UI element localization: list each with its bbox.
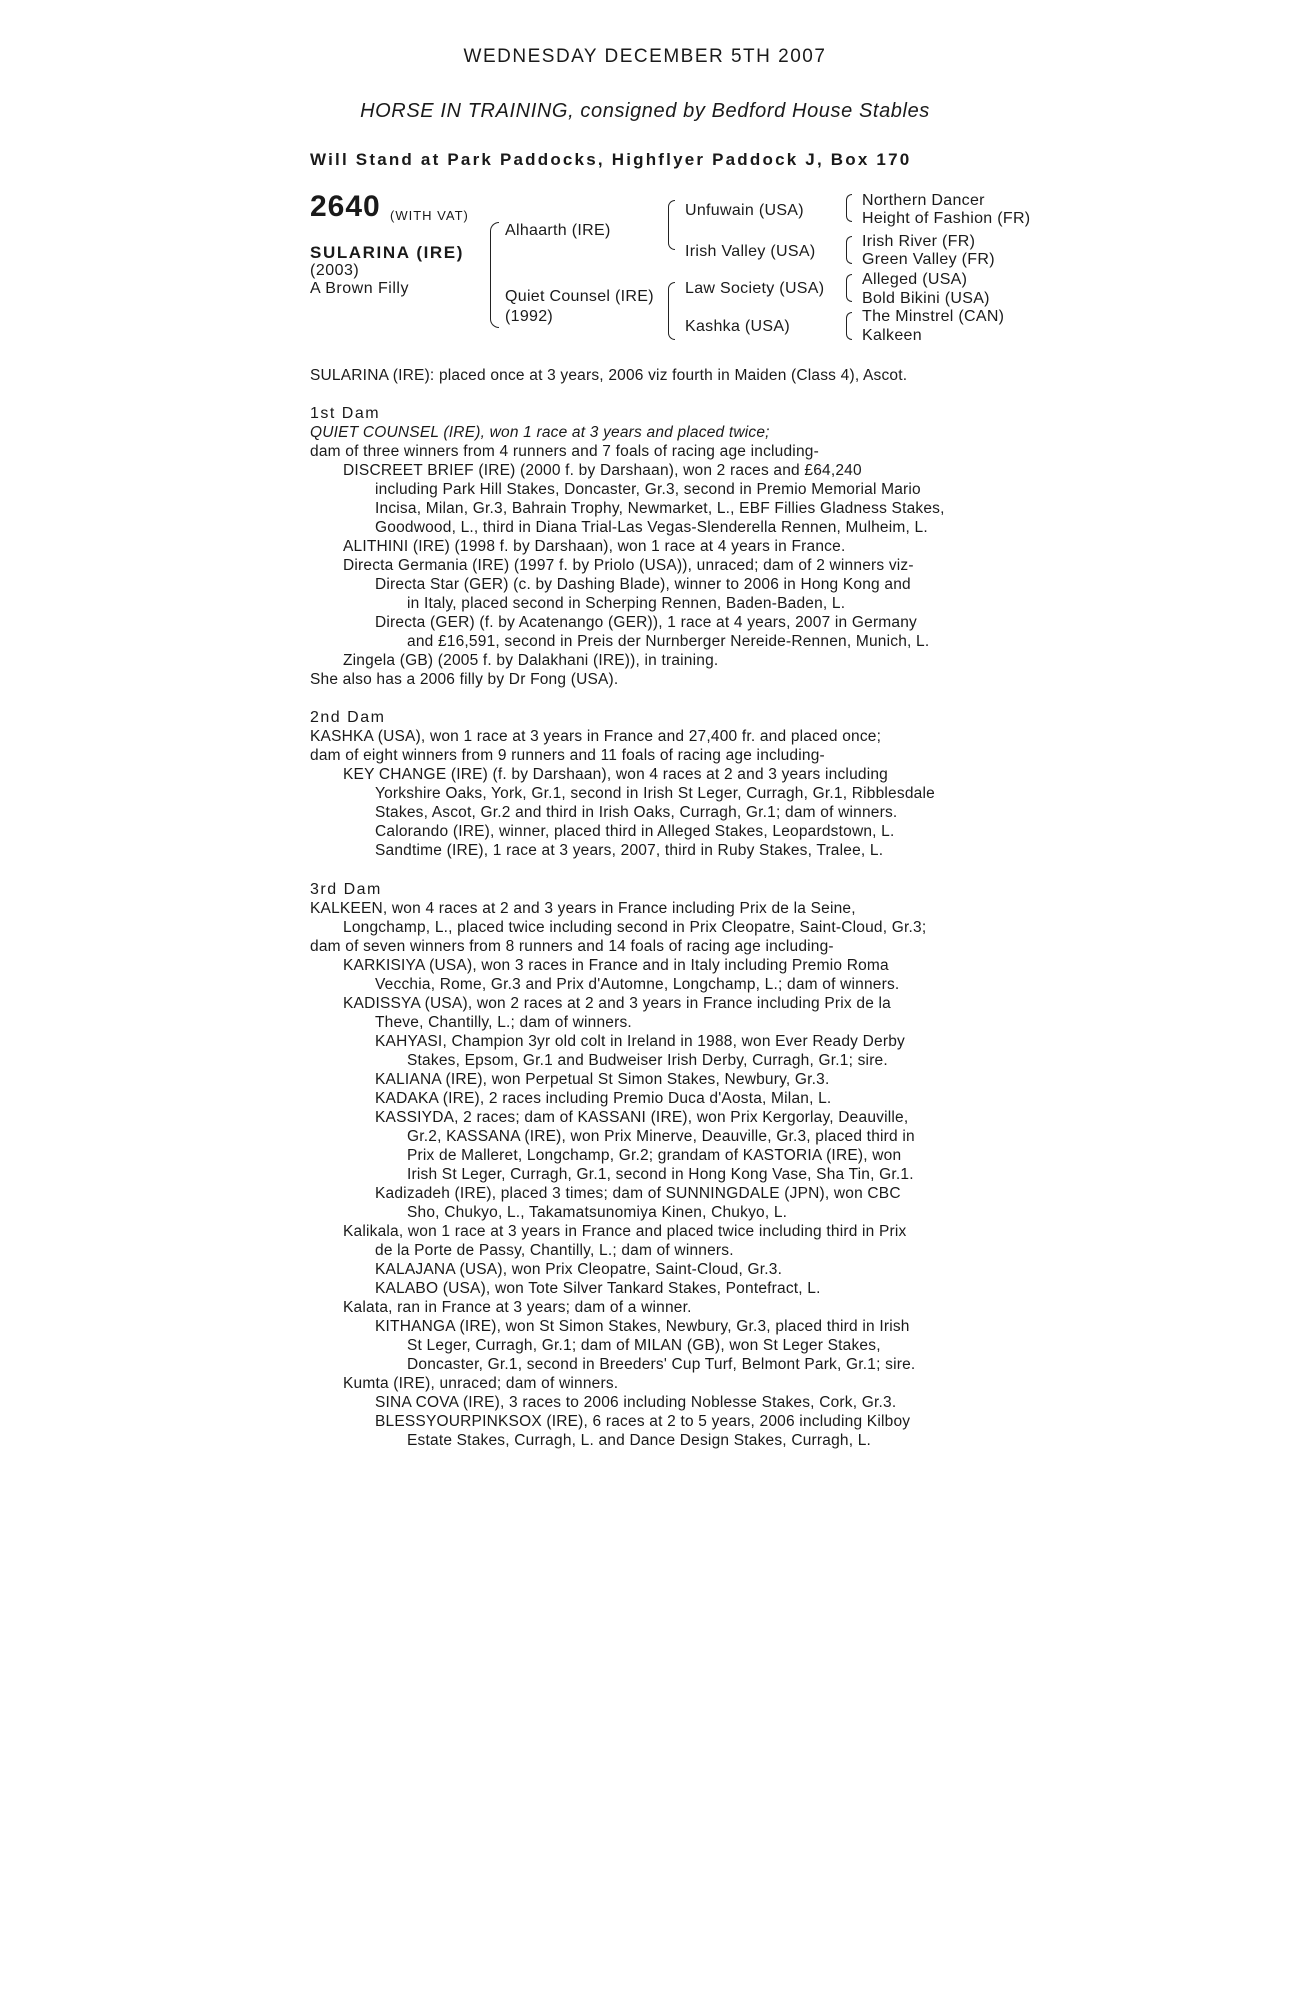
pedigree-sire-dam: Irish Valley (USA) <box>685 243 816 260</box>
produce-line: and £16,591, second in Preis der Nurnberger Nereide-Rennen, Munich, L. <box>407 633 930 650</box>
produce-line: Kadizadeh (IRE), placed 3 times; dam of SUNNINGDALE (JPN), won CBC <box>375 1185 901 1202</box>
section-heading: 2nd Dam <box>310 709 386 726</box>
vat-note: (WITH VAT) <box>390 208 469 223</box>
produce-line: Stakes, Epsom, Gr.1 and Budweiser Irish Derby, Curragh, Gr.1; sire. <box>407 1052 888 1069</box>
pedigree-gen3-8: Kalkeen <box>862 327 922 344</box>
pedigree-dam: Quiet Counsel (IRE) <box>505 288 654 305</box>
dam-line: Longchamp, L., placed twice including second in Prix Cleopatre, Saint-Cloud, Gr.3; <box>343 919 927 936</box>
dam-line: QUIET COUNSEL (IRE), won 1 race at 3 years and placed twice; <box>310 424 770 441</box>
produce-line: KARKISIYA (USA), won 3 races in France and in Italy including Premio Roma <box>343 957 889 974</box>
pedigree-brace <box>668 200 675 250</box>
produce-line: Vecchia, Rome, Gr.3 and Prix d'Automne, Longchamp, L.; dam of winners. <box>375 976 900 993</box>
produce-line: de la Porte de Passy, Chantilly, L.; dam of winners. <box>375 1242 734 1259</box>
section-heading: 3rd Dam <box>310 881 382 898</box>
produce-line: St Leger, Curragh, Gr.1; dam of MILAN (GB), won St Leger Stakes, <box>407 1337 881 1354</box>
produce-line: Estate Stakes, Curragh, L. and Dance Design Stakes, Curragh, L. <box>407 1432 872 1449</box>
pedigree-dam-sire: Law Society (USA) <box>685 280 825 297</box>
dam-line: dam of seven winners from 8 runners and 14 foals of racing age including- <box>310 938 834 955</box>
produce-line: including Park Hill Stakes, Doncaster, Gr.3, second in Premio Memorial Mario <box>375 481 921 498</box>
lot-number: 2640 <box>310 190 381 223</box>
produce-line: Directa (GER) (f. by Acatenango (GER)), 1 race at 4 years, 2007 in Germany <box>375 614 918 631</box>
produce-line: ALITHINI (IRE) (1998 f. by Darshaan), won 1 race at 4 years in France. <box>343 538 846 555</box>
pedigree-brace <box>490 222 499 328</box>
stand-location: Will Stand at Park Paddocks, Highflyer Paddock J, Box 170 <box>310 150 912 169</box>
pedigree-brace <box>846 236 852 264</box>
produce-line: KASSIYDA, 2 races; dam of KASSANI (IRE), won Prix Kergorlay, Deauville, <box>375 1109 909 1126</box>
produce-line: She also has a 2006 filly by Dr Fong (USA). <box>310 671 619 688</box>
pedigree-gen3-5: Alleged (USA) <box>862 271 968 288</box>
produce-line: Kumta (IRE), unraced; dam of winners. <box>343 1375 619 1392</box>
produce-line: Kalikala, won 1 race at 3 years in France and placed twice including third in Prix <box>343 1223 907 1240</box>
dam-line: KASHKA (USA), won 1 race at 3 years in France and 27,400 fr. and placed once; <box>310 728 882 745</box>
pedigree-dam-year: (1992) <box>505 308 554 325</box>
pedigree-sire: Alhaarth (IRE) <box>505 222 611 239</box>
pedigree-gen3-7: The Minstrel (CAN) <box>862 308 1005 325</box>
produce-line: Goodwood, L., third in Diana Trial-Las Vegas-Slenderella Rennen, Mulheim, L. <box>375 519 928 536</box>
produce-line: Zingela (GB) (2005 f. by Dalakhani (IRE)), in training. <box>343 652 719 669</box>
produce-line: Theve, Chantilly, L.; dam of winners. <box>375 1014 632 1031</box>
produce-line: KADISSYA (USA), won 2 races at 2 and 3 years in France including Prix de la <box>343 995 891 1012</box>
dam-line: KALKEEN, won 4 races at 2 and 3 years in France including Prix de la Seine, <box>310 900 856 917</box>
produce-line: Yorkshire Oaks, York, Gr.1, second in Irish St Leger, Curragh, Gr.1, Ribblesdale <box>375 785 935 802</box>
pedigree-gen3-2: Height of Fashion (FR) <box>862 210 1031 227</box>
pedigree-gen3-6: Bold Bikini (USA) <box>862 290 990 307</box>
pedigree-brace <box>846 274 852 302</box>
pedigree-brace <box>846 312 852 340</box>
produce-line: Prix de Malleret, Longchamp, Gr.2; grandam of KASTORIA (IRE), won <box>407 1147 902 1164</box>
first-dam-section <box>310 404 1010 689</box>
produce-line: Irish St Leger, Curragh, Gr.1, second in Hong Kong Vase, Sha Tin, Gr.1. <box>407 1166 914 1183</box>
produce-line: DISCREET BRIEF (IRE) (2000 f. by Darshaan), won 2 races and £64,240 <box>343 462 862 479</box>
produce-line: Calorando (IRE), winner, placed third in Alleged Stakes, Leopardstown, L. <box>375 823 895 840</box>
produce-line: SINA COVA (IRE), 3 races to 2006 including Noblesse Stakes, Cork, Gr.3. <box>375 1394 897 1411</box>
pedigree-dam-dam: Kashka (USA) <box>685 318 790 335</box>
produce-line: KALAJANA (USA), won Prix Cleopatre, Saint-Cloud, Gr.3. <box>375 1261 783 1278</box>
consignment-line: HORSE IN TRAINING, consigned by Bedford House Stables <box>360 100 930 122</box>
produce-line: KITHANGA (IRE), won St Simon Stakes, Newbury, Gr.3, placed third in Irish <box>375 1318 910 1335</box>
produce-line: KALIANA (IRE), won Perpetual St Simon Stakes, Newbury, Gr.3. <box>375 1071 830 1088</box>
produce-line: KAHYASI, Champion 3yr old colt in Ireland in 1988, won Ever Ready Derby <box>375 1033 905 1050</box>
pedigree-gen3-3: Irish River (FR) <box>862 233 976 250</box>
pedigree-brace <box>846 194 852 222</box>
pedigree-gen3-4: Green Valley (FR) <box>862 251 995 268</box>
produce-line: KADAKA (IRE), 2 races including Premio Duca d'Aosta, Milan, L. <box>375 1090 832 1107</box>
third-dam-section <box>310 880 1010 1450</box>
produce-line: Kalata, ran in France at 3 years; dam of a winner. <box>343 1299 692 1316</box>
produce-line: Gr.2, KASSANA (IRE), won Prix Minerve, Deauville, Gr.3, placed third in <box>407 1128 915 1145</box>
section-heading: 1st Dam <box>310 405 381 422</box>
sale-date: WEDNESDAY DECEMBER 5TH 2007 <box>463 46 827 67</box>
produce-line: BLESSYOURPINKSOX (IRE), 6 races at 2 to 5 years, 2006 including Kilboy <box>375 1413 911 1430</box>
produce-line: Directa Star (GER) (c. by Dashing Blade), winner to 2006 in Hong Kong and <box>375 576 911 593</box>
produce-line: Incisa, Milan, Gr.3, Bahrain Trophy, Newmarket, L., EBF Fillies Gladness Stakes, <box>375 500 945 517</box>
produce-line: Sho, Chukyo, L., Takamatsunomiya Kinen, Chukyo, L. <box>407 1204 788 1221</box>
produce-line: Directa Germania (IRE) (1997 f. by Priolo (USA)), unraced; dam of 2 winners viz- <box>343 557 914 574</box>
pedigree-sire-sire: Unfuwain (USA) <box>685 202 804 219</box>
produce-line: KEY CHANGE (IRE) (f. by Darshaan), won 4 races at 2 and 3 years including <box>343 766 888 783</box>
produce-line: KALABO (USA), won Tote Silver Tankard Stakes, Pontefract, L. <box>375 1280 821 1297</box>
produce-line: Sandtime (IRE), 1 race at 3 years, 2007, third in Ruby Stakes, Tralee, L. <box>375 842 884 859</box>
pedigree-gen3-1: Northern Dancer <box>862 192 985 209</box>
horse-description: A Brown Filly <box>310 280 409 297</box>
dam-line: dam of eight winners from 9 runners and 11 foals of racing age including- <box>310 747 825 764</box>
second-dam-section <box>310 708 1010 860</box>
race-summary: SULARINA (IRE): placed once at 3 years, 2006 viz fourth in Maiden (Class 4), Ascot. <box>310 367 908 384</box>
produce-line: in Italy, placed second in Scherping Rennen, Baden-Baden, L. <box>407 595 846 612</box>
horse-name: SULARINA (IRE) <box>310 243 464 262</box>
produce-line: Doncaster, Gr.1, second in Breeders' Cup Turf, Belmont Park, Gr.1; sire. <box>407 1356 916 1373</box>
horse-year: (2003) <box>310 262 360 279</box>
produce-line: Stakes, Ascot, Gr.2 and third in Irish Oaks, Curragh, Gr.1; dam of winners. <box>375 804 898 821</box>
dam-line: dam of three winners from 4 runners and 7 foals of racing age including- <box>310 443 819 460</box>
pedigree-brace <box>668 282 675 340</box>
